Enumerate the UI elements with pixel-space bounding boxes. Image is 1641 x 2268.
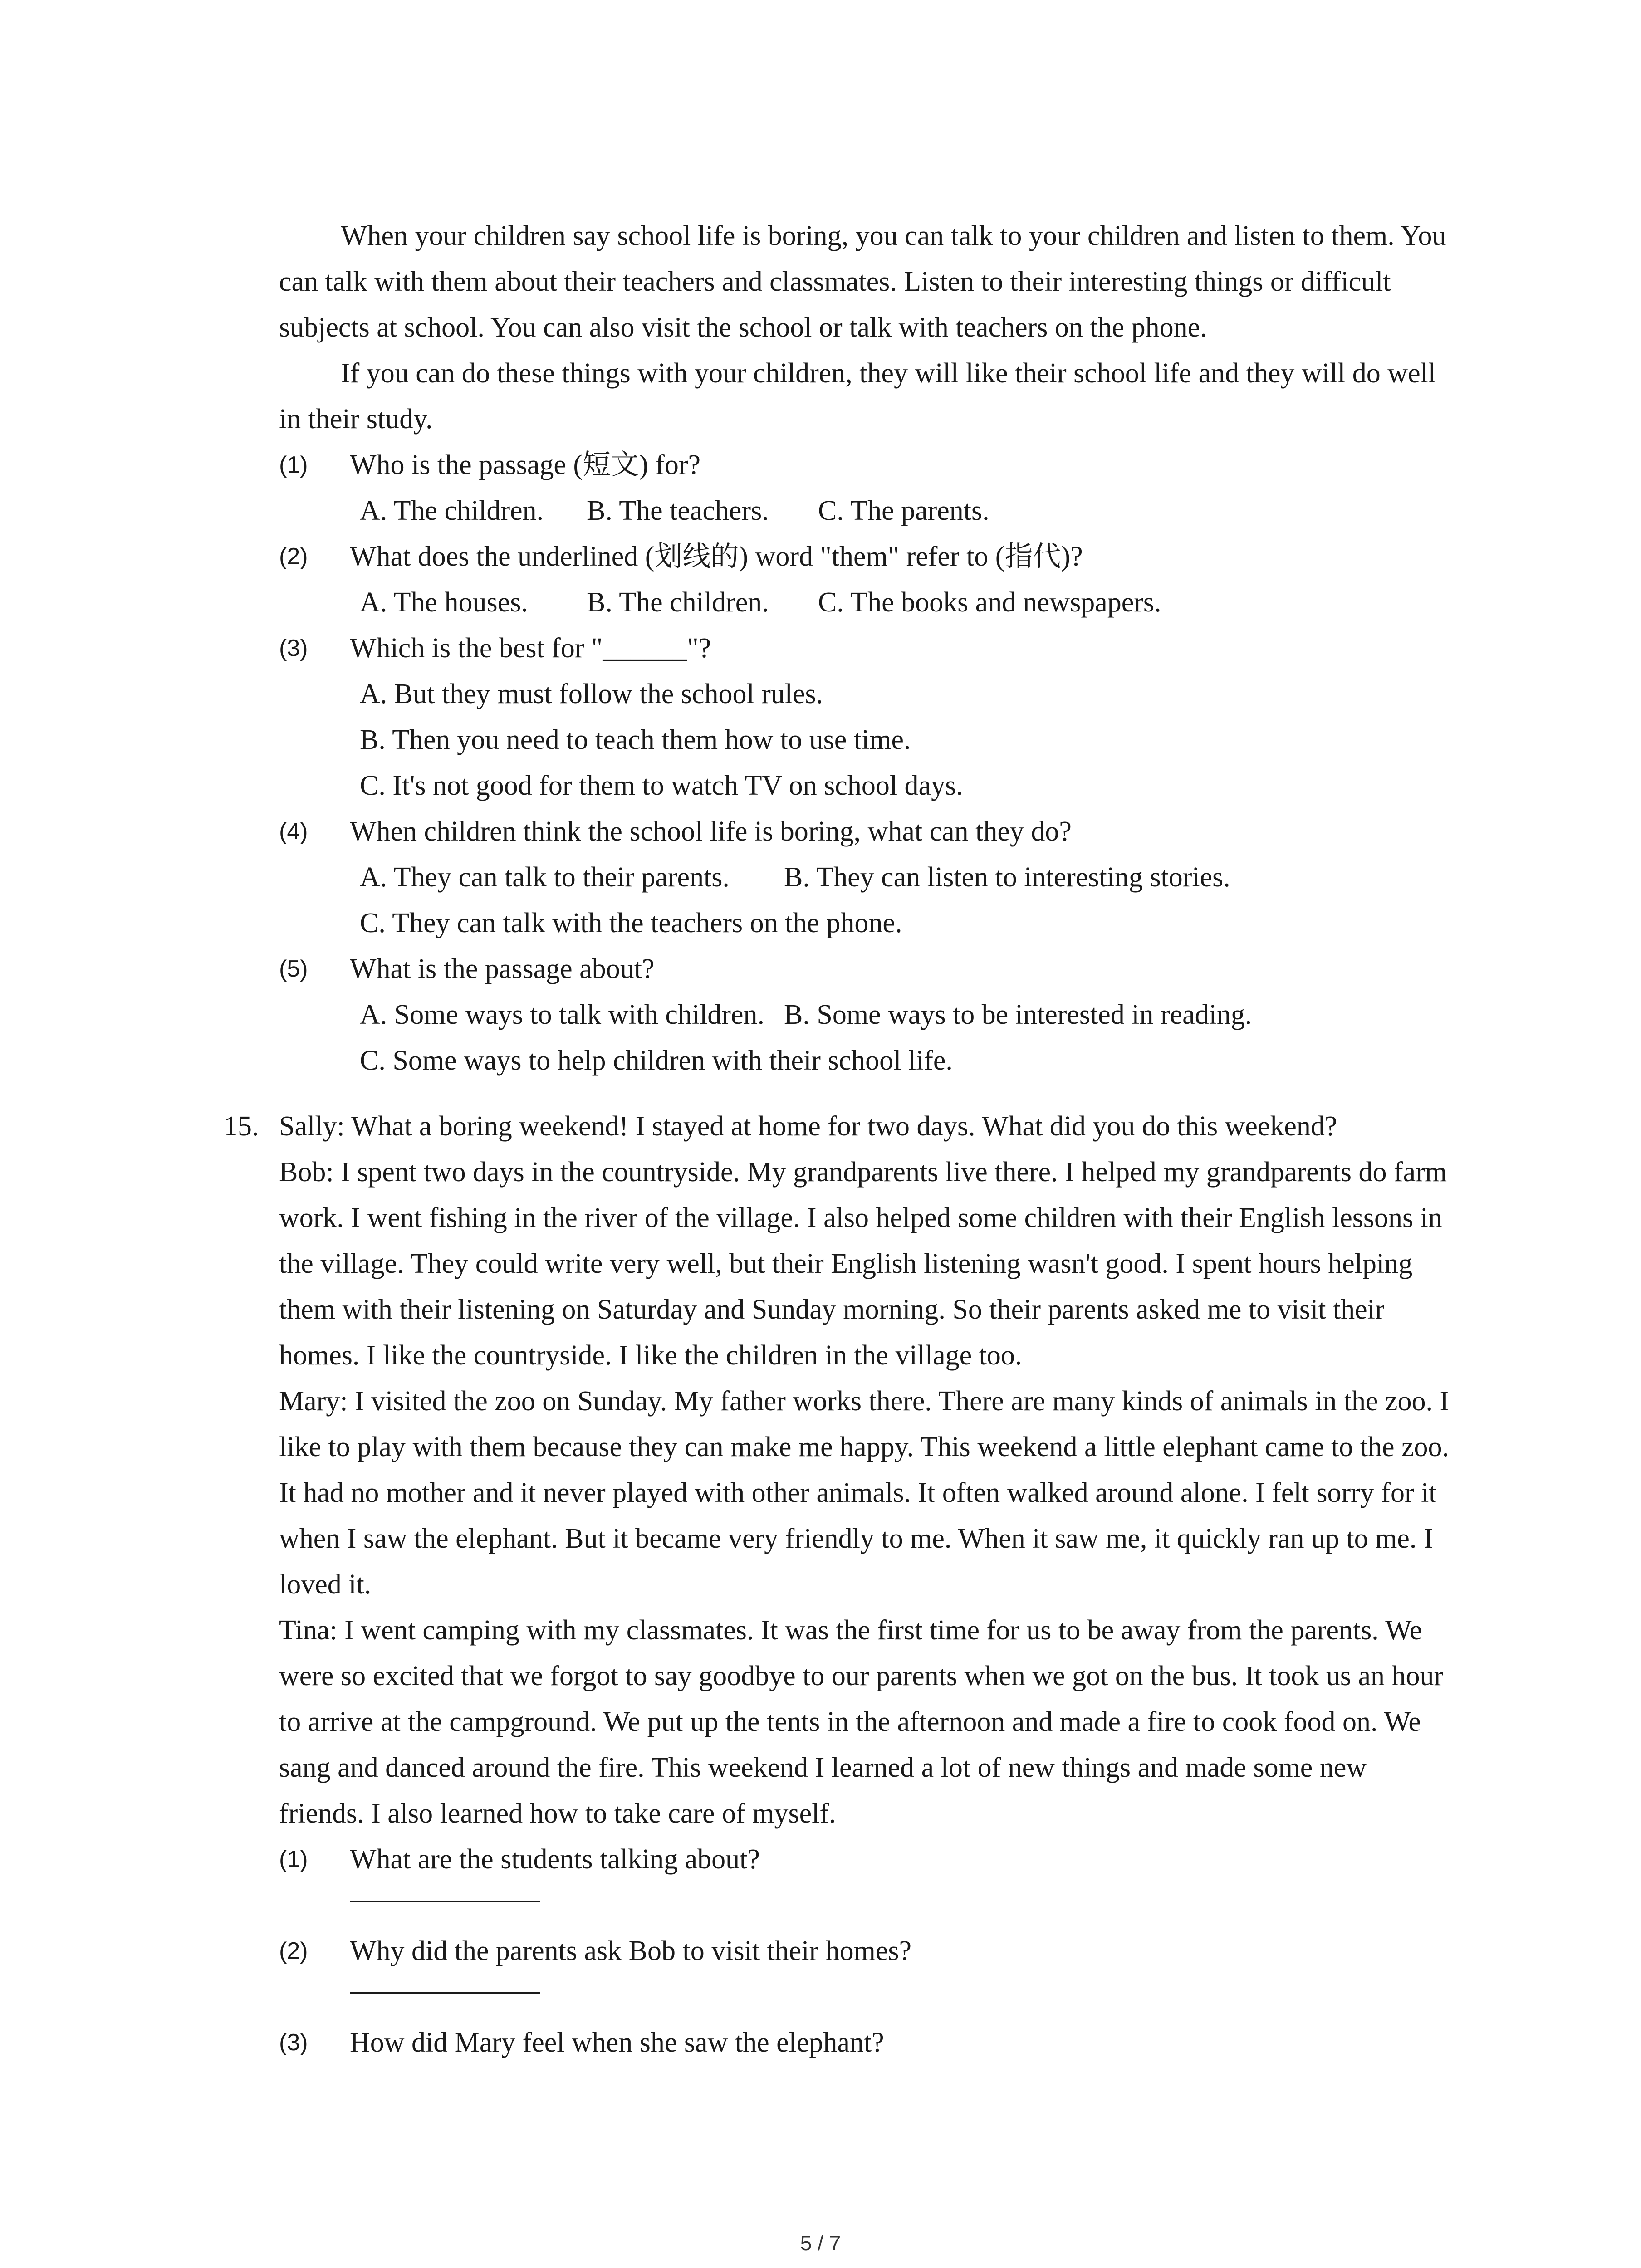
option-c: C. It's not good for them to watch TV on school days. bbox=[360, 770, 963, 801]
option-b: B. Then you need to teach them how to use time. bbox=[360, 724, 911, 755]
options-row bbox=[279, 992, 1459, 1038]
question-14-3 bbox=[279, 626, 1459, 671]
option-a: A. The children. bbox=[360, 495, 544, 526]
option-b: B. Some ways to be interested in reading. bbox=[784, 999, 1252, 1030]
question-number: (2) bbox=[279, 543, 308, 570]
section-number: 15. bbox=[224, 1111, 259, 1142]
page-number: 5 / 7 bbox=[800, 2231, 841, 2255]
question-number: (5) bbox=[279, 956, 308, 982]
dialog-tina: Tina: I went camping with my classmates. It was the first time for us to be away from the parents. We were so excited that we forgot to say goodbye to our parents when we got on the bus. It took us an hour to arrive at the campground. We put up the tents in the afternoon and made a fire to cook food on. We sang and danced around the fire. This weekend I learned a lot of new things and made some new friends. I also learned how to take care of myself. bbox=[279, 1615, 1444, 1829]
question-14-4 bbox=[279, 809, 1459, 855]
passage-paragraph-1: When your children say school life is boring, you can talk to your children and listen to them. You can talk with them about their teachers and classmates. Listen to their interesting things or difficult subjects at school. You can also visit the school or talk with teachers on the phone. bbox=[279, 220, 1446, 343]
question-14-1 bbox=[279, 442, 1459, 488]
option-b: B. The teachers. bbox=[587, 495, 769, 526]
option-a: A. They can talk to their parents. bbox=[360, 862, 730, 893]
option-c: C. Some ways to help children with their school life. bbox=[360, 1045, 953, 1076]
question-number: (4) bbox=[279, 818, 308, 845]
question-text: How did Mary feel when she saw the elephant? bbox=[350, 2027, 884, 2058]
passage-paragraph-2: If you can do these things with your children, they will like their school life and they will do well in their study. bbox=[279, 358, 1436, 435]
question-15-1 bbox=[279, 1837, 1459, 1882]
dialog-sally: Sally: What a boring weekend! I stayed at home for two days. What did you do this weekend? bbox=[279, 1111, 1337, 1142]
dialog-bob: Bob: I spent two days in the countryside. My grandparents live there. I helped my grandparents do farm work. I went fishing in the river of the village. I also helped some children with their English lessons in the village. They could write very well, but their English listening wasn't good. I spent hours helping them with their listening on Saturday and Sunday morning. So their parents asked me to visit their homes. I like the countryside. I like the children in the village too. bbox=[279, 1157, 1447, 1371]
option-a: A. The houses. bbox=[360, 587, 528, 618]
question-text: Who is the passage (短文) for? bbox=[350, 450, 701, 480]
option-c: C. They can talk with the teachers on the phone. bbox=[360, 908, 902, 938]
options-row bbox=[279, 488, 1459, 534]
question-14-5 bbox=[279, 946, 1459, 992]
question-text: What is the passage about? bbox=[350, 953, 655, 984]
question-text: When children think the school life is boring, what can they do? bbox=[350, 816, 1072, 847]
dialog-mary: Mary: I visited the zoo on Sunday. My father works there. There are many kinds of animals in the zoo. I like to play with them because they can make me happy. This weekend a little elephant came to the zoo. It had no mother and it never played with other animals. It often walked around alone. I felt sorry for it when I saw the elephant. But it became very friendly to me. When it saw me, it quickly ran up to me. I loved it. bbox=[279, 1386, 1450, 1600]
question-text: What does the underlined (划线的) word "them" refer to (指代)? bbox=[350, 541, 1083, 572]
question-text: What are the students talking about? bbox=[350, 1844, 760, 1875]
answer-blank[interactable] bbox=[279, 1882, 1459, 1928]
option-b: B. They can listen to interesting stories. bbox=[784, 862, 1230, 893]
question-number: (2) bbox=[279, 1938, 308, 1964]
option-c: C. The parents. bbox=[818, 495, 989, 526]
option-c: C. The books and newspapers. bbox=[818, 587, 1161, 618]
answer-blank[interactable] bbox=[279, 1974, 1459, 2020]
question-number: (3) bbox=[279, 635, 308, 661]
option-a: A. Some ways to talk with children. bbox=[360, 999, 764, 1030]
question-15-2 bbox=[279, 1928, 1459, 1974]
question-text: Why did the parents ask Bob to visit their homes? bbox=[350, 1936, 912, 1966]
section-15 bbox=[224, 1104, 1459, 2066]
question-15-3 bbox=[279, 2020, 1459, 2066]
question-14-2 bbox=[279, 534, 1459, 580]
question-number: (3) bbox=[279, 2029, 308, 2056]
option-b: B. The children. bbox=[587, 587, 769, 618]
options-row bbox=[279, 855, 1459, 900]
answer-line bbox=[350, 1992, 540, 1994]
page-content bbox=[224, 213, 1459, 2066]
question-number: (1) bbox=[279, 452, 308, 478]
answer-line bbox=[350, 1901, 540, 1902]
option-a: A. But they must follow the school rules. bbox=[360, 679, 823, 709]
options-row bbox=[279, 580, 1459, 626]
question-text: Which is the best for "______"? bbox=[350, 633, 711, 664]
question-number: (1) bbox=[279, 1846, 308, 1872]
